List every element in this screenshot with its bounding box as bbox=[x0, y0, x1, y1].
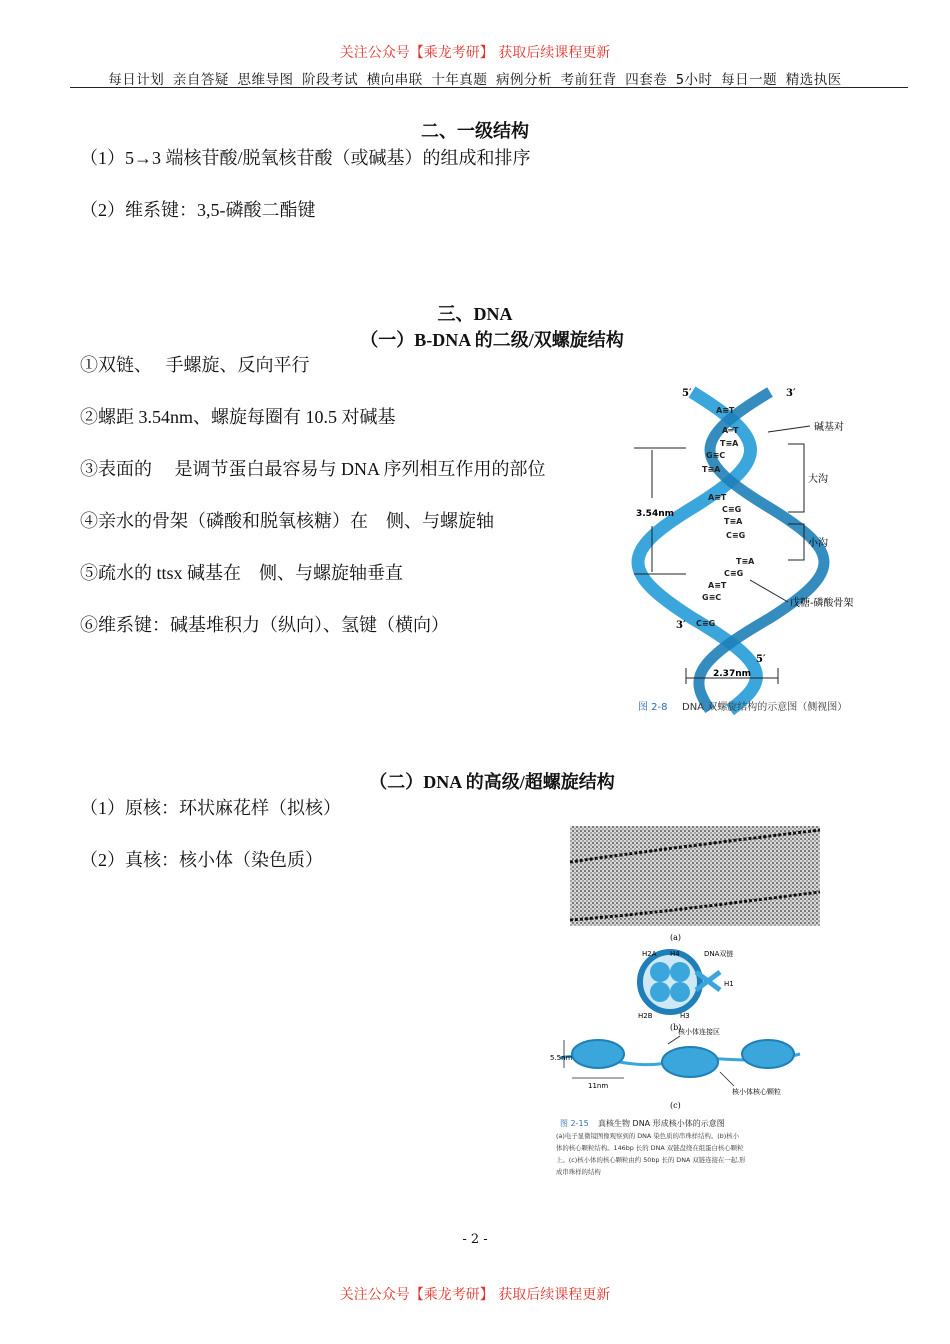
caption-line-2: 体的核心颗粒结构。146bp 长的 DNA 双链盘绕在组蛋白核心颗粒 bbox=[556, 1144, 744, 1152]
panel-c-label: (c) bbox=[670, 1101, 681, 1110]
dna-double-helix-figure bbox=[610, 380, 870, 720]
backbone-label: 戊糖-磷酸骨架 bbox=[790, 598, 854, 609]
b-dna-item-4: ④亲水的骨架（磷酸和脱氧核糖）在 侧、与螺旋轴 bbox=[80, 511, 494, 531]
panel-b-label: (b) bbox=[670, 1023, 682, 1032]
header-divider bbox=[70, 87, 908, 88]
end-3-bottom: 3′ bbox=[676, 620, 686, 631]
h1-label: H1 bbox=[724, 980, 734, 988]
h3-label: H3 bbox=[680, 1012, 690, 1020]
base-pair-2: A═T bbox=[722, 426, 739, 435]
minor-groove-label: 小沟 bbox=[808, 538, 828, 549]
header-service-line: 每日计划 亲自答疑 思维导图 阶段考试 横向串联 十年真题 病例分析 考前狂背 四套卷 5小时 每日一题 精选执医 bbox=[108, 72, 842, 88]
h2b-label: H2B bbox=[638, 1012, 653, 1020]
b-dna-item-6: ⑥维系键：碱基堆积力（纵向）、氢键（横向） bbox=[80, 615, 449, 635]
figure-2-8-caption-text: DNA 双螺旋结构的示意图（侧视图） bbox=[682, 702, 848, 713]
b-dna-item-2: ②螺距 3.54nm、螺旋每圈有 10.5 对碱基 bbox=[80, 407, 396, 427]
section-title-dna: 三、DNA bbox=[437, 304, 513, 324]
electron-micrograph bbox=[570, 826, 820, 926]
base-pair-1: A≡T bbox=[716, 406, 735, 415]
end-3-top: 3′ bbox=[786, 388, 796, 399]
h2a-label: H2A bbox=[642, 950, 657, 958]
histone-core bbox=[640, 952, 700, 1012]
end-5-bottom: 5′ bbox=[756, 654, 766, 665]
base-pair-6: A≡T bbox=[708, 493, 727, 502]
subsection-title-b-dna: （一）B-DNA 的二级/双螺旋结构 bbox=[360, 330, 624, 350]
subsection-title-supercoil: （二）DNA 的高级/超螺旋结构 bbox=[369, 772, 615, 792]
major-groove-label: 大沟 bbox=[808, 474, 828, 485]
b-dna-item-1: ①双链、 手螺旋、反向平行 bbox=[80, 355, 310, 375]
base-pair-7: C≡G bbox=[722, 505, 742, 514]
primary-structure-item-2: （2）维系键：3,5-磷酸二酯键 bbox=[80, 200, 316, 220]
b-dna-item-5: ⑤疏水的 ttsx 碱基在 侧、与螺旋轴垂直 bbox=[80, 563, 404, 583]
base-pair-12: A≡T bbox=[708, 581, 727, 590]
base-pair-3: T≡A bbox=[720, 439, 739, 448]
base-pair-10: T≡A bbox=[736, 557, 755, 566]
figure-2-8-caption-number: 图 2-8 bbox=[638, 702, 668, 713]
base-pair-9: C≡G bbox=[726, 531, 746, 540]
pitch-label: 3.54nm bbox=[636, 509, 674, 519]
height-dim-label: 5.5nm bbox=[550, 1054, 573, 1062]
caption-line-3: 上。(c)核小体的核心颗粒由约 50bp 长的 DNA 双链连接在一起,形 bbox=[556, 1156, 746, 1164]
figure-2-15-caption-number: 图 2-15 bbox=[560, 1119, 589, 1128]
section-title-primary-structure: 二、一级结构 bbox=[421, 121, 529, 141]
b-dna-item-3: ③表面的 是调节蛋白最容易与 DNA 序列相互作用的部位 bbox=[80, 459, 546, 479]
nucleosome-bead-1 bbox=[572, 1040, 624, 1068]
helix-strand-front bbox=[638, 392, 756, 710]
base-pair-5: T≡A bbox=[702, 465, 721, 474]
supercoil-item-2: （2）真核：核小体（染色质） bbox=[80, 850, 323, 870]
nucleosome-figure bbox=[520, 822, 850, 1192]
width-label: 2.37nm bbox=[713, 669, 751, 679]
page-number: - 2 - bbox=[462, 1232, 488, 1247]
dna-duplex-label: DNA双链 bbox=[704, 950, 734, 958]
nucleosome-bead-2 bbox=[662, 1047, 718, 1077]
nucleosome-bead-3 bbox=[742, 1040, 794, 1068]
end-5-top: 5′ bbox=[682, 388, 692, 399]
footer-wechat-notice: 关注公众号【乘龙考研】 获取后续课程更新 bbox=[339, 1287, 611, 1303]
base-pair-8: T≡A bbox=[724, 517, 743, 526]
caption-line-1: (a)电子显微镜图像观察到的 DNA 染色质的串珠样结构。(b)核小 bbox=[556, 1132, 740, 1140]
caption-line-4: 成串珠样的结构 bbox=[556, 1168, 601, 1176]
width-dim-label: 11nm bbox=[588, 1082, 609, 1090]
supercoil-item-1: （1）原核：环状麻花样（拟核） bbox=[80, 798, 341, 818]
header-wechat-notice: 关注公众号【乘龙考研】 获取后续课程更新 bbox=[339, 45, 611, 61]
base-pair-13: G≡C bbox=[702, 593, 722, 602]
primary-structure-item-1: （1）5→3 端核苷酸/脱氧核苷酸（或碱基）的组成和排序 bbox=[80, 148, 531, 168]
linker-label: 核小体连接区 bbox=[678, 1028, 720, 1036]
base-pair-11: C≡G bbox=[724, 569, 744, 578]
base-pair-label: 碱基对 bbox=[814, 422, 844, 433]
base-pair-14: C≡G bbox=[696, 619, 716, 628]
figure-2-15-caption-title: 真核生物 DNA 形成核小体的示意图 bbox=[598, 1119, 725, 1128]
h4-label: H4 bbox=[670, 950, 680, 958]
panel-a-label: (a) bbox=[670, 933, 682, 942]
base-pair-4: G≡C bbox=[706, 451, 726, 460]
core-particle-label: 核小体核心颗粒 bbox=[732, 1088, 781, 1096]
